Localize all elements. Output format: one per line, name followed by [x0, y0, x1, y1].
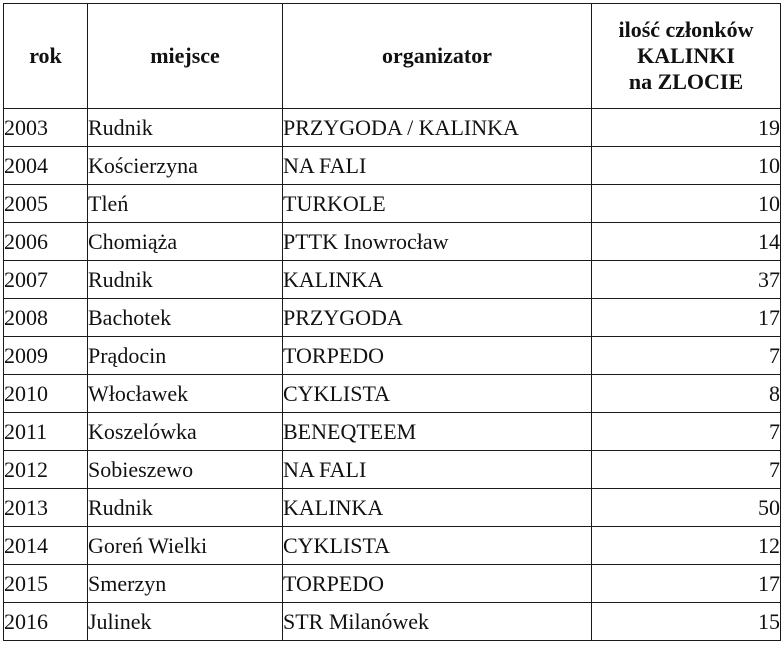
- header-count-line-3: na ZLOCIE: [628, 69, 744, 94]
- cell-member-count: 7: [592, 337, 781, 375]
- header-organizer: organizator: [283, 4, 592, 109]
- cell-organizer: BENEQTEEM: [283, 413, 592, 451]
- cell-place: Bachotek: [88, 299, 283, 337]
- cell-place: Goreń Wielki: [88, 527, 283, 565]
- table-row: [4, 489, 781, 527]
- cell-place: Chomiąża: [88, 223, 283, 261]
- table-row: [4, 375, 781, 413]
- table-row: [4, 299, 781, 337]
- header-row: [4, 4, 781, 109]
- table-row: [4, 565, 781, 603]
- cell-year: 2003: [4, 109, 88, 147]
- cell-member-count: 19: [592, 109, 781, 147]
- cell-place: Koszelówka: [88, 413, 283, 451]
- cell-year: 2010: [4, 375, 88, 413]
- cell-organizer: PRZYGODA: [283, 299, 592, 337]
- cell-organizer: KALINKA: [283, 261, 592, 299]
- cell-member-count: 8: [592, 375, 781, 413]
- cell-place: Prądocin: [88, 337, 283, 375]
- cell-year: 2005: [4, 185, 88, 223]
- cell-organizer: KALINKA: [283, 489, 592, 527]
- rally-table: [3, 3, 781, 641]
- cell-organizer: NA FALI: [283, 451, 592, 489]
- cell-year: 2012: [4, 451, 88, 489]
- cell-organizer: NA FALI: [283, 147, 592, 185]
- table-row: [4, 413, 781, 451]
- table-body: [4, 109, 781, 641]
- cell-year: 2016: [4, 603, 88, 641]
- cell-member-count: 10: [592, 147, 781, 185]
- cell-year: 2009: [4, 337, 88, 375]
- cell-place: Smerzyn: [88, 565, 283, 603]
- cell-member-count: 15: [592, 603, 781, 641]
- table-row: [4, 527, 781, 565]
- cell-year: 2013: [4, 489, 88, 527]
- header-member-count: [592, 4, 781, 109]
- cell-place: Kościerzyna: [88, 147, 283, 185]
- cell-year: 2004: [4, 147, 88, 185]
- cell-place: Rudnik: [88, 489, 283, 527]
- cell-member-count: 17: [592, 565, 781, 603]
- header-count-line-1: ilość członków: [618, 17, 754, 42]
- header-count-line-2: KALINKI: [637, 43, 735, 68]
- cell-organizer: PRZYGODA / KALINKA: [283, 109, 592, 147]
- cell-year: 2014: [4, 527, 88, 565]
- cell-place: Rudnik: [88, 109, 283, 147]
- cell-member-count: 12: [592, 527, 781, 565]
- cell-organizer: STR Milanówek: [283, 603, 592, 641]
- cell-year: 2007: [4, 261, 88, 299]
- cell-organizer: TURKOLE: [283, 185, 592, 223]
- cell-place: Sobieszewo: [88, 451, 283, 489]
- header-place: miejsce: [88, 4, 283, 109]
- cell-organizer: PTTK Inowrocław: [283, 223, 592, 261]
- cell-member-count: 10: [592, 185, 781, 223]
- cell-year: 2015: [4, 565, 88, 603]
- cell-member-count: 14: [592, 223, 781, 261]
- cell-place: Rudnik: [88, 261, 283, 299]
- cell-member-count: 7: [592, 451, 781, 489]
- cell-member-count: 7: [592, 413, 781, 451]
- cell-year: 2011: [4, 413, 88, 451]
- table-row: [4, 261, 781, 299]
- table-row: [4, 451, 781, 489]
- cell-organizer: CYKLISTA: [283, 527, 592, 565]
- cell-place: Julinek: [88, 603, 283, 641]
- table-row: [4, 337, 781, 375]
- cell-organizer: TORPEDO: [283, 337, 592, 375]
- table-row: [4, 185, 781, 223]
- table-row: [4, 109, 781, 147]
- header-year: rok: [4, 4, 88, 109]
- table-row: [4, 223, 781, 261]
- table-row: [4, 603, 781, 641]
- cell-year: 2006: [4, 223, 88, 261]
- cell-member-count: 17: [592, 299, 781, 337]
- cell-member-count: 50: [592, 489, 781, 527]
- cell-place: Włocławek: [88, 375, 283, 413]
- table-row: [4, 147, 781, 185]
- cell-year: 2008: [4, 299, 88, 337]
- cell-organizer: TORPEDO: [283, 565, 592, 603]
- cell-member-count: 37: [592, 261, 781, 299]
- cell-organizer: CYKLISTA: [283, 375, 592, 413]
- cell-place: Tleń: [88, 185, 283, 223]
